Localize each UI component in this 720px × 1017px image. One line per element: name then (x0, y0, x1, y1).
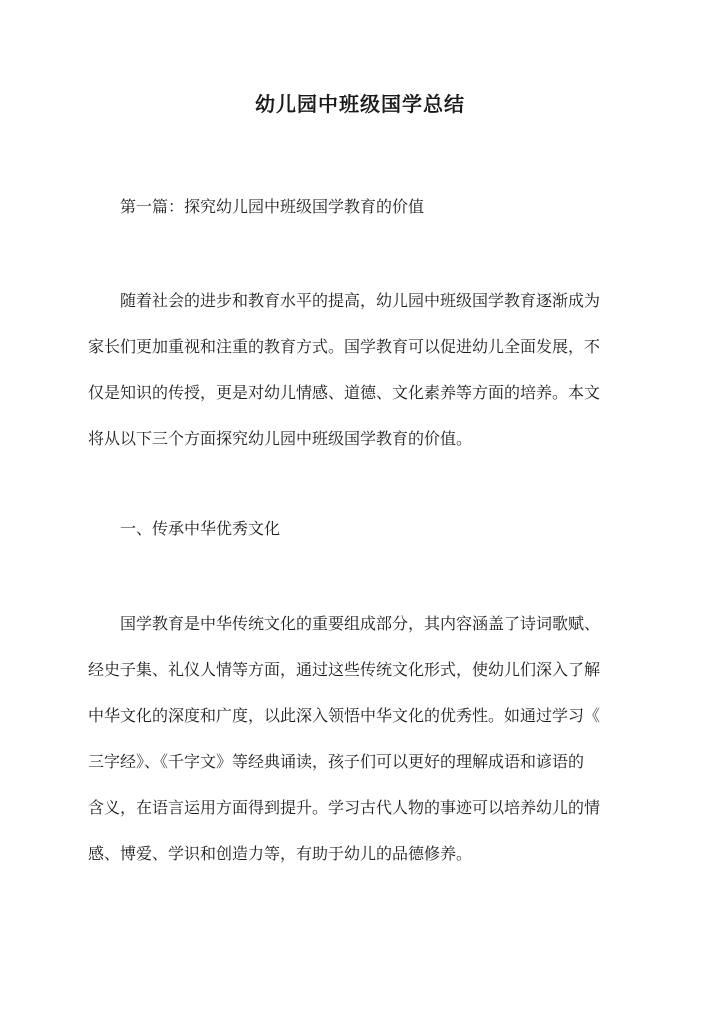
paragraph-line: 仅是知识的传授，更是对幼儿情感、道德、文化素养等方面的培养。本文 (88, 383, 601, 402)
subheading-1: 一、传承中华优秀文化 (120, 519, 281, 538)
document-title: 幼儿园中班级国学总结 (255, 92, 465, 116)
paragraph-line: 中华文化的深度和广度，以此深入领悟中华文化的优秀性。如通过学习《 (88, 706, 601, 725)
paragraph-line: 三字经》、《千字文》等经典诵读，孩子们可以更好的理解成语和谚语的 (88, 752, 585, 771)
paragraph-line: 随着社会的进步和教育水平的提高，幼儿园中班级国学教育逐渐成为 (120, 291, 601, 310)
paragraph-line: 感、博爱、学识和创造力等，有助于幼儿的品德修养。 (88, 844, 473, 863)
paragraph-line: 国学教育是中华传统文化的重要组成部分，其内容涵盖了诗词歌赋、 (120, 614, 601, 633)
paragraph-line: 含义，在语言运用方面得到提升。学习古代人物的事迹可以培养幼儿的情 (88, 798, 601, 817)
paragraph-line: 家长们更加重视和注重的教育方式。国学教育可以促进幼儿全面发展，不 (88, 337, 601, 356)
paragraph-line: 经史子集、礼仪人情等方面，通过这些传统文化形式，使幼儿们深入了解 (88, 660, 601, 679)
paragraph-1 (88, 601, 633, 877)
paragraph-line: 将从以下三个方面探究幼儿园中班级国学教育的价值。 (88, 429, 473, 448)
section-heading: 第一篇：探究幼儿园中班级国学教育的价值 (120, 197, 425, 216)
intro-paragraph (88, 278, 633, 462)
